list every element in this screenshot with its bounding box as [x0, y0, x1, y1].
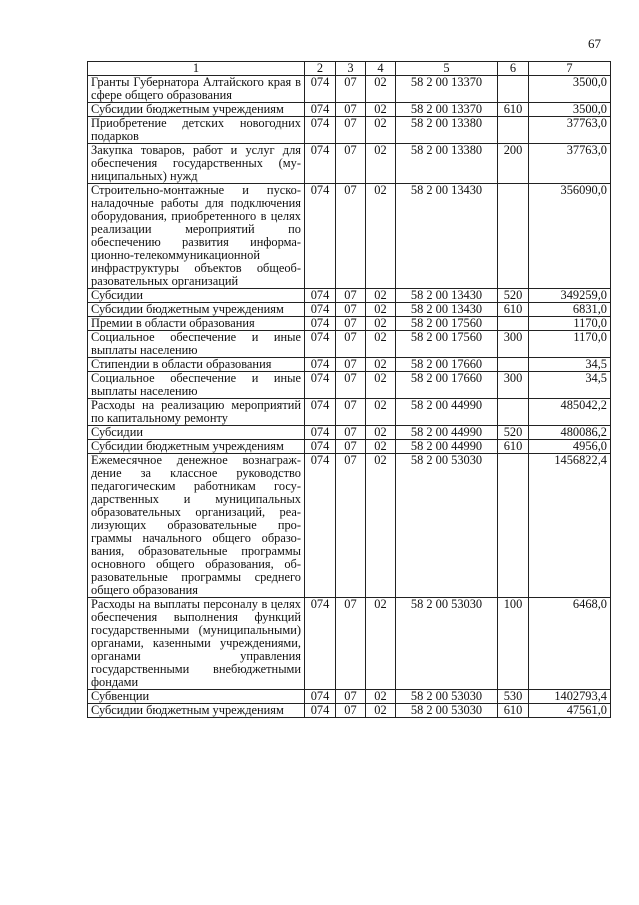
ministry-code-cell: 074	[305, 598, 336, 690]
subsection-code-cell: 02	[366, 144, 396, 184]
ministry-code-cell: 074	[305, 454, 336, 598]
row-name-cell: Социальное обеспечение и иные выплаты населению	[88, 331, 305, 358]
section-code-cell: 07	[336, 144, 366, 184]
row-name-cell: Субсидии бюджетным учреждениям	[88, 440, 305, 454]
target-item-cell: 58 2 00 13430	[396, 184, 498, 289]
table-row	[88, 690, 611, 704]
row-name-cell: Субсидии	[88, 426, 305, 440]
expense-type-cell: 610	[498, 440, 529, 454]
row-name-cell: Строительно-монтажные и пусконаладочные работы для подключения оборудования, приобретенного в целях реализации мероприятий по обеспечению развития информационно-телекоммуникационной инфраструктуры объектов общеобразовательных организаций	[88, 184, 305, 289]
table-row	[88, 76, 611, 103]
subsection-code-cell: 02	[366, 117, 396, 144]
target-item-cell: 58 2 00 13370	[396, 76, 498, 103]
table-row	[88, 372, 611, 399]
row-name-cell: Закупка товаров, работ и услуг для обеспечения государственных (муниципальных) нужд	[88, 144, 305, 184]
ministry-code-cell: 074	[305, 372, 336, 399]
ministry-code-cell: 074	[305, 426, 336, 440]
section-code-cell: 07	[336, 372, 366, 399]
target-item-cell: 58 2 00 17660	[396, 358, 498, 372]
target-item-cell: 58 2 00 13430	[396, 289, 498, 303]
expense-type-cell	[498, 117, 529, 144]
amount-cell: 6468,0	[529, 598, 611, 690]
subsection-code-cell: 02	[366, 103, 396, 117]
target-item-cell: 58 2 00 44990	[396, 399, 498, 426]
column-header: 4	[366, 62, 396, 76]
target-item-cell: 58 2 00 44990	[396, 440, 498, 454]
ministry-code-cell: 074	[305, 704, 336, 718]
target-item-cell: 58 2 00 13430	[396, 303, 498, 317]
expense-type-cell	[498, 399, 529, 426]
target-item-cell: 58 2 00 53030	[396, 690, 498, 704]
ministry-code-cell: 074	[305, 358, 336, 372]
ministry-code-cell: 074	[305, 331, 336, 358]
section-code-cell: 07	[336, 317, 366, 331]
row-name-cell: Приобретение детских новогодних подарков	[88, 117, 305, 144]
column-header: 5	[396, 62, 498, 76]
table-row	[88, 454, 611, 598]
amount-cell: 480086,2	[529, 426, 611, 440]
ministry-code-cell: 074	[305, 303, 336, 317]
expense-type-cell: 520	[498, 289, 529, 303]
subsection-code-cell: 02	[366, 690, 396, 704]
row-name-cell: Стипендии в области образования	[88, 358, 305, 372]
ministry-code-cell: 074	[305, 184, 336, 289]
target-item-cell: 58 2 00 53030	[396, 454, 498, 598]
expense-type-cell: 300	[498, 372, 529, 399]
amount-cell: 37763,0	[529, 144, 611, 184]
subsection-code-cell: 02	[366, 454, 396, 598]
amount-cell: 349259,0	[529, 289, 611, 303]
ministry-code-cell: 074	[305, 289, 336, 303]
row-name-cell: Субсидии бюджетным учреждениям	[88, 103, 305, 117]
table-row	[88, 184, 611, 289]
table-row	[88, 440, 611, 454]
expense-type-cell: 610	[498, 303, 529, 317]
amount-cell: 4956,0	[529, 440, 611, 454]
ministry-code-cell: 074	[305, 117, 336, 144]
ministry-code-cell: 074	[305, 440, 336, 454]
ministry-code-cell: 074	[305, 103, 336, 117]
subsection-code-cell: 02	[366, 317, 396, 331]
table-row	[88, 117, 611, 144]
row-name-cell: Ежемесячное денежное вознаграждение за классное руководство педагогическим работникам государственных и муниципальных образовательных организаций, реализующих образовательные программы начального общего образования, образовательные программы основного общего образования, образовательные программы среднего общего образования	[88, 454, 305, 598]
table-row	[88, 598, 611, 690]
row-name-cell: Субсидии бюджетным учреждениям	[88, 303, 305, 317]
column-header: 3	[336, 62, 366, 76]
expense-type-cell	[498, 454, 529, 598]
expense-type-cell: 300	[498, 331, 529, 358]
row-name-cell: Субвенции	[88, 690, 305, 704]
page-number: 67	[588, 36, 601, 51]
section-code-cell: 07	[336, 440, 366, 454]
expense-type-cell: 610	[498, 103, 529, 117]
ministry-code-cell: 074	[305, 399, 336, 426]
ministry-code-cell: 074	[305, 144, 336, 184]
column-header: 1	[88, 62, 305, 76]
column-header: 6	[498, 62, 529, 76]
table-row	[88, 144, 611, 184]
target-item-cell: 58 2 00 13370	[396, 103, 498, 117]
row-name-cell: Социальное обеспечение и иные выплаты населению	[88, 372, 305, 399]
amount-cell: 34,5	[529, 358, 611, 372]
expense-type-cell	[498, 317, 529, 331]
target-item-cell: 58 2 00 44990	[396, 426, 498, 440]
row-name-cell: Гранты Губернатора Алтайского края в сфере общего образования	[88, 76, 305, 103]
section-code-cell: 07	[336, 598, 366, 690]
row-name-cell: Расходы на реализацию мероприятий по капитальному ремонту	[88, 399, 305, 426]
table-row	[88, 289, 611, 303]
amount-cell: 3500,0	[529, 103, 611, 117]
subsection-code-cell: 02	[366, 303, 396, 317]
amount-cell: 3500,0	[529, 76, 611, 103]
expense-type-cell	[498, 358, 529, 372]
expense-type-cell: 520	[498, 426, 529, 440]
amount-cell: 485042,2	[529, 399, 611, 426]
section-code-cell: 07	[336, 454, 366, 598]
target-item-cell: 58 2 00 13380	[396, 117, 498, 144]
target-item-cell: 58 2 00 17660	[396, 372, 498, 399]
section-code-cell: 07	[336, 358, 366, 372]
expense-type-cell: 100	[498, 598, 529, 690]
subsection-code-cell: 02	[366, 399, 396, 426]
subsection-code-cell: 02	[366, 598, 396, 690]
target-item-cell: 58 2 00 13380	[396, 144, 498, 184]
ministry-code-cell: 074	[305, 317, 336, 331]
section-code-cell: 07	[336, 331, 366, 358]
subsection-code-cell: 02	[366, 372, 396, 399]
expense-type-cell: 200	[498, 144, 529, 184]
section-code-cell: 07	[336, 103, 366, 117]
amount-cell: 356090,0	[529, 184, 611, 289]
section-code-cell: 07	[336, 289, 366, 303]
subsection-code-cell: 02	[366, 704, 396, 718]
amount-cell: 34,5	[529, 372, 611, 399]
target-item-cell: 58 2 00 17560	[396, 331, 498, 358]
section-code-cell: 07	[336, 117, 366, 144]
amount-cell: 1402793,4	[529, 690, 611, 704]
table-row	[88, 399, 611, 426]
amount-cell: 37763,0	[529, 117, 611, 144]
amount-cell: 1170,0	[529, 317, 611, 331]
expense-type-cell	[498, 76, 529, 103]
amount-cell: 47561,0	[529, 704, 611, 718]
section-code-cell: 07	[336, 399, 366, 426]
expense-type-cell: 530	[498, 690, 529, 704]
table-row	[88, 317, 611, 331]
table-row	[88, 103, 611, 117]
subsection-code-cell: 02	[366, 76, 396, 103]
subsection-code-cell: 02	[366, 426, 396, 440]
amount-cell: 1170,0	[529, 331, 611, 358]
row-name-cell: Премии в области образования	[88, 317, 305, 331]
ministry-code-cell: 074	[305, 76, 336, 103]
subsection-code-cell: 02	[366, 358, 396, 372]
section-code-cell: 07	[336, 704, 366, 718]
table-row	[88, 358, 611, 372]
column-header: 2	[305, 62, 336, 76]
section-code-cell: 07	[336, 690, 366, 704]
budget-table	[87, 61, 611, 718]
table-row	[88, 303, 611, 317]
section-code-cell: 07	[336, 426, 366, 440]
row-name-cell: Субсидии	[88, 289, 305, 303]
subsection-code-cell: 02	[366, 289, 396, 303]
subsection-code-cell: 02	[366, 331, 396, 358]
row-name-cell: Субсидии бюджетным учреждениям	[88, 704, 305, 718]
table-row	[88, 331, 611, 358]
target-item-cell: 58 2 00 17560	[396, 317, 498, 331]
column-header: 7	[529, 62, 611, 76]
expense-type-cell: 610	[498, 704, 529, 718]
target-item-cell: 58 2 00 53030	[396, 704, 498, 718]
subsection-code-cell: 02	[366, 440, 396, 454]
target-item-cell: 58 2 00 53030	[396, 598, 498, 690]
expense-type-cell	[498, 184, 529, 289]
section-code-cell: 07	[336, 76, 366, 103]
subsection-code-cell: 02	[366, 184, 396, 289]
amount-cell: 6831,0	[529, 303, 611, 317]
section-code-cell: 07	[336, 303, 366, 317]
amount-cell: 1456822,4	[529, 454, 611, 598]
row-name-cell: Расходы на выплаты персоналу в целях обеспечения выполнения функций государственными (муниципальными) органами, казенными учреждениями, органами управления государственными внебюджетными фондами	[88, 598, 305, 690]
section-code-cell: 07	[336, 184, 366, 289]
ministry-code-cell: 074	[305, 690, 336, 704]
table-row	[88, 704, 611, 718]
header-row	[88, 62, 611, 76]
table-row	[88, 426, 611, 440]
